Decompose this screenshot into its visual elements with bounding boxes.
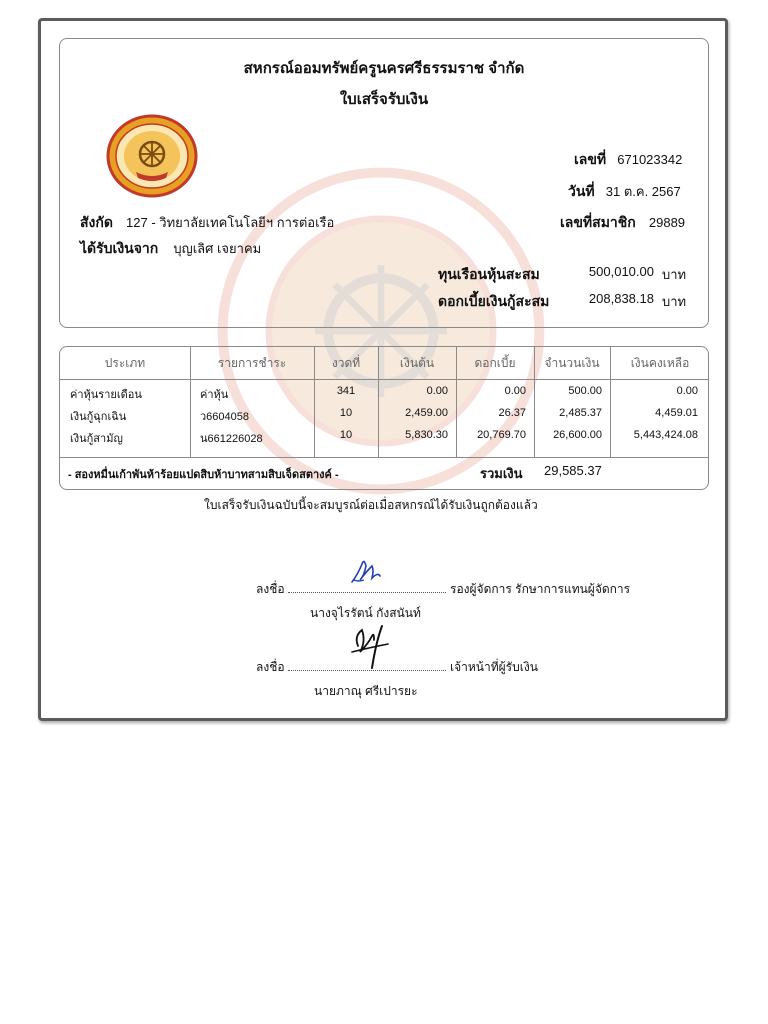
cell-amount: 26,600.00: [553, 429, 602, 441]
total-value: 29,585.37: [544, 463, 602, 478]
completion-note: ใบเสร็จรับเงินฉบับนี้จะสมบูรณ์ต่อเมื่อสหกรณ์ได้รับเงินถูกต้องแล้ว: [204, 498, 538, 512]
receipt-no-row: [574, 149, 682, 171]
cell-balance: 0.00: [676, 385, 698, 397]
cell-item: ว6604058: [200, 411, 250, 423]
col-header-balance: เงินคงเหลือ: [630, 356, 690, 370]
cell-type: ค่าหุ้นรายเดือน: [70, 389, 142, 401]
cell-period: 10: [339, 429, 353, 441]
interest-value: 208,838.18: [588, 291, 654, 306]
sign-label-1: ลงชื่อ: [256, 582, 285, 596]
signer-name-2: นายภาณุ ศรีเปารยะ: [314, 684, 418, 698]
member-no-row: [560, 212, 685, 234]
cell-amount: 2,485.37: [559, 407, 602, 419]
received-from-label: ได้รับเงินจาก: [80, 240, 159, 256]
affiliation-value: 127 - วิทยาลัยเทคโนโลยีฯ การต่อเรือ: [126, 215, 335, 230]
total-divider: [60, 457, 708, 458]
cell-principal: 0.00: [426, 385, 448, 397]
cell-balance: 5,443,424.08: [633, 429, 698, 441]
col-header-item: รายการชำระ: [217, 356, 287, 370]
member-no: 29889: [648, 215, 686, 230]
signature-mark-1-icon: [344, 552, 384, 588]
doc-title: ใบเสร็จรับเงิน: [339, 91, 429, 108]
signer-name-1: นางจุไรรัตน์ กังสนันท์: [310, 606, 421, 620]
share-value: 500,010.00: [588, 264, 654, 279]
share-currency: บาท: [662, 267, 687, 282]
signature-line-1: [288, 592, 446, 593]
payment-table: [59, 346, 709, 490]
receipt-date: 31 ต.ค. 2567: [605, 184, 681, 199]
member-no-label: เลขที่สมาชิก: [560, 214, 636, 230]
sign-label-2: ลงชื่อ: [256, 660, 285, 674]
col-header-amount: จำนวนเงิน: [544, 356, 600, 370]
amount-in-words: - สองหมื่นเก้าพันห้าร้อยแปดสิบห้าบาทสามสิบเจ็ดสตางค์ -: [68, 469, 339, 481]
interest-label: ดอกเบี้ยเงินกู้สะสม: [438, 293, 550, 309]
received-from-row: [80, 238, 261, 260]
date-row: [568, 181, 681, 203]
cell-period: 341: [336, 385, 356, 397]
coop-logo-icon: [106, 114, 198, 198]
cell-type: เงินกู้ฉุกเฉิน: [70, 411, 127, 423]
col-divider: [190, 347, 191, 457]
col-header-principal: เงินต้น: [399, 356, 435, 370]
cell-interest: 0.00: [504, 385, 526, 397]
received-from-name: บุญเลิศ เจยาคม: [173, 241, 262, 256]
cell-principal: 2,459.00: [405, 407, 448, 419]
col-header-type: ประเภท: [104, 356, 146, 370]
date-label: วันที่: [568, 183, 595, 199]
col-divider: [708, 347, 709, 457]
affiliation-row: [80, 212, 334, 234]
cell-balance: 4,459.01: [655, 407, 698, 419]
interest-currency: บาท: [662, 294, 687, 309]
cell-period: 10: [339, 407, 353, 419]
affiliation-label: สังกัด: [80, 214, 113, 230]
receipt-no: 671023342: [617, 152, 683, 167]
cell-amount: 500.00: [568, 385, 602, 397]
col-header-interest: ดอกเบี้ย: [474, 356, 516, 370]
cell-principal: 5,830.30: [405, 429, 448, 441]
share-label: ทุนเรือนหุ้นสะสม: [438, 266, 540, 282]
cell-interest: 20,769.70: [477, 429, 526, 441]
col-header-period: งวดที่: [331, 356, 361, 370]
org-name: สหกรณ์ออมทรัพย์ครูนครศรีธรรมราช จำกัด: [243, 60, 525, 77]
signer-position-2: เจ้าหน้าที่ผู้รับเงิน: [450, 660, 538, 674]
total-label: รวมเงิน: [480, 466, 523, 481]
receipt-no-label: เลขที่: [574, 151, 607, 167]
cell-interest: 26.37: [498, 407, 526, 419]
signature-mark-2-icon: [348, 622, 392, 672]
cell-item: ค่าหุ้น: [200, 389, 229, 401]
cell-type: เงินกู้สามัญ: [70, 433, 123, 445]
cell-item: น661226028: [200, 433, 263, 445]
signer-position-1: รองผู้จัดการ รักษาการแทนผู้จัดการ: [450, 582, 631, 596]
